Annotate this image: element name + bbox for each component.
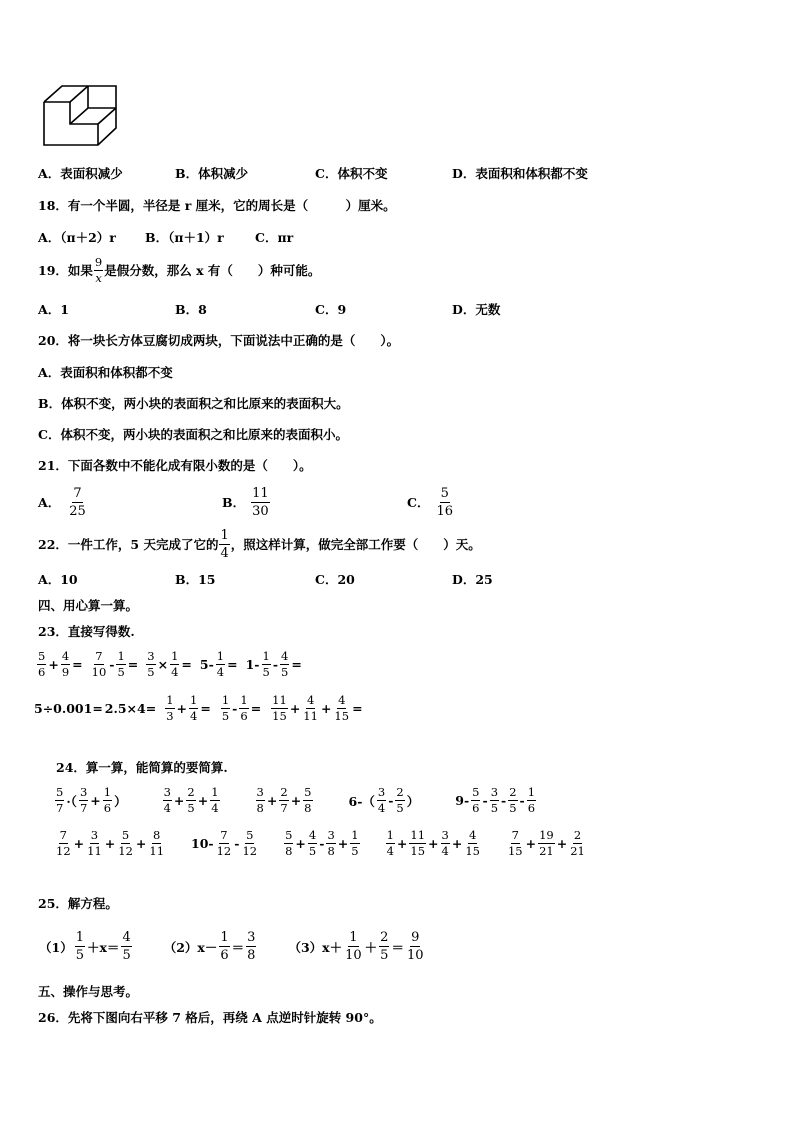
fraction: $\frac{1}{5}$: [262, 649, 270, 679]
fraction: $\frac{2}{5}$: [509, 785, 517, 815]
fraction: $\frac{5}{7}$: [56, 785, 64, 815]
q25-equations: [38, 930, 426, 963]
operator: -: [519, 793, 525, 808]
fraction: $\frac{2}{5}$: [380, 930, 389, 963]
operator: =: [72, 657, 83, 672]
expression: [220, 694, 262, 723]
q20-option-c[interactable]: C．体积不变，两小块的表面积之和比原来的表面积小。: [38, 427, 348, 442]
q19-option-b[interactable]: B．8: [175, 302, 207, 317]
operator: =: [200, 701, 211, 716]
q18-option-c[interactable]: C．πr: [255, 230, 294, 245]
expression: [190, 829, 259, 858]
fraction: $\frac{5}{12}$: [242, 828, 258, 858]
fraction: $\frac{3}{4}$: [163, 785, 171, 815]
operator: +: [90, 793, 101, 808]
fraction: $\frac{8}{11}$: [149, 828, 165, 858]
operator: -: [388, 793, 394, 808]
expression: [245, 650, 303, 679]
q22-option-c[interactable]: C．20: [315, 572, 355, 587]
operator: +: [266, 793, 278, 808]
fraction: $\frac{1}{4}$: [386, 828, 394, 858]
q18-option-b[interactable]: B．（π＋1）r: [145, 230, 224, 245]
operator: （2）x－: [163, 939, 218, 955]
q21-stem: 21．下面各数中不能化成有限小数的是（ ）。: [38, 458, 312, 473]
q22-option-b[interactable]: B．15: [175, 572, 216, 587]
expression: [199, 650, 239, 679]
fraction: $\frac{19}{21}$: [539, 828, 554, 858]
section-5-heading: 五、操作与思考。: [38, 984, 139, 999]
operator: =: [352, 701, 363, 716]
q19-fraction: $\frac{9}{x}$: [94, 255, 103, 285]
expression: [255, 786, 314, 815]
fraction: $\frac{7}{12}$: [216, 828, 232, 858]
operator: =: [227, 657, 238, 672]
q23-stem: 23．直接写得数.: [38, 624, 135, 639]
expression: [454, 786, 537, 815]
operator: +: [295, 836, 306, 851]
q23-row2: [34, 694, 364, 723]
expression: [54, 786, 128, 815]
fraction: $\frac{1}{5}$: [75, 930, 84, 963]
cube-notch-figure: [40, 82, 120, 150]
fraction: $\frac{4}{5}$: [308, 828, 317, 858]
fraction: $\frac{1}{4}$: [211, 785, 219, 815]
operator: ＝: [231, 939, 245, 955]
operator: =: [127, 657, 139, 672]
operator: -: [234, 836, 240, 851]
operator: ＋x＝: [86, 939, 120, 955]
q20-stem: 20．将一块长方体豆腐切成两块，下面说法中正确的是（ ）。: [38, 333, 400, 348]
fraction: $\frac{7}{15}$: [507, 828, 523, 858]
q20-option-b[interactable]: B．体积不变，两小块的表面积之和比原来的表面积大。: [38, 396, 349, 411]
operator: （1）: [39, 939, 73, 955]
expression: [385, 829, 482, 858]
fraction: $\frac{2}{5}$: [187, 785, 195, 815]
operator: -: [501, 793, 507, 808]
expression: [145, 650, 193, 679]
fraction: $\frac{3}{5}$: [147, 649, 155, 679]
q19-option-a[interactable]: A．1: [38, 302, 69, 317]
operator: -: [272, 657, 279, 672]
fraction: $\frac{1}{4}$: [190, 693, 198, 723]
fraction: $\frac{3}{5}$: [490, 785, 499, 815]
operator: 9-: [455, 793, 470, 808]
expression: [54, 829, 166, 858]
expression: [164, 694, 212, 723]
fraction: $\frac{4}{5}$: [122, 930, 131, 963]
expression: [287, 930, 425, 963]
q19-prefix: 19．如果: [38, 262, 93, 278]
expression: [283, 829, 360, 858]
fraction: $\frac{1}{4}$: [216, 649, 225, 679]
fraction: $\frac{4}{11}$: [303, 693, 318, 723]
fraction: $\frac{1}{6}$: [103, 785, 112, 815]
fraction: $\frac{3}{4}$: [441, 828, 449, 858]
expression: [506, 829, 587, 858]
fraction: $\frac{5}{8}$: [285, 828, 293, 858]
fraction: $\frac{3}{11}$: [87, 828, 102, 858]
q21-option-a[interactable]: A． $\frac{7}{25}$: [38, 486, 86, 519]
operator: +: [104, 836, 116, 851]
operator: （3）x＋: [288, 939, 343, 955]
operator: +: [337, 836, 349, 851]
fraction: $\frac{3}{8}$: [247, 930, 256, 963]
q23-expr-div: 5÷0.001=: [34, 700, 103, 716]
operator: 10-: [191, 836, 214, 851]
operator: +: [556, 836, 568, 851]
operator: -: [109, 657, 115, 672]
fraction: $\frac{4}{9}$: [61, 649, 70, 679]
q23-expr-mul: 2.5×4=: [104, 700, 157, 716]
q17-option-c[interactable]: C．体积不变: [315, 166, 388, 181]
operator: +: [176, 701, 188, 716]
q25-stem: 25．解方程。: [38, 896, 118, 911]
operator: 5-: [199, 657, 214, 672]
operator: ＝: [391, 939, 404, 955]
fraction: $\frac{5}{12}$: [118, 828, 133, 858]
fraction: $\frac{5}{6}$: [38, 649, 46, 679]
fraction: $\frac{11}{15}$: [272, 693, 287, 723]
fraction: $\frac{1}{3}$: [166, 693, 174, 723]
operator: +: [451, 836, 463, 851]
operator: =: [291, 657, 302, 672]
operator: 6-（: [348, 793, 375, 809]
operator: ）: [114, 793, 127, 809]
q18-stem: 18．有一个半圆，半径是 r 厘米，它的周长是（ ）厘米。: [38, 198, 396, 213]
operator: +: [73, 836, 85, 851]
q17-option-a[interactable]: A．表面积减少: [38, 166, 123, 181]
operator: +: [48, 657, 59, 672]
fraction: $\frac{1}{10}$: [345, 930, 362, 963]
fraction: $\frac{5}{8}$: [304, 785, 312, 815]
fraction: $\frac{3}{4}$: [377, 785, 386, 815]
section-4-heading: 四、用心算一算。: [38, 598, 139, 613]
operator: +: [289, 701, 301, 716]
operator: -: [232, 701, 238, 716]
fraction: $\frac{5}{6}$: [472, 785, 480, 815]
operator: +: [396, 836, 408, 851]
fraction: $\frac{1}{6}$: [240, 693, 248, 723]
fraction: $\frac{1}{4}$: [171, 649, 179, 679]
fraction: $\frac{1}{5}$: [221, 693, 230, 723]
fraction: $\frac{3}{8}$: [256, 785, 264, 815]
fraction: $\frac{3}{8}$: [327, 828, 335, 858]
q19-suffix: 是假分数，那么 x 有（ ）种可能。: [104, 262, 321, 278]
operator: +: [173, 793, 185, 808]
fraction: $\frac{1}{6}$: [220, 930, 229, 963]
operator: -: [319, 836, 325, 851]
expression: [162, 786, 221, 815]
q21-option-c[interactable]: C． $\frac{5}{16}$: [407, 486, 453, 519]
q19-stem: [38, 256, 320, 285]
operator: =: [181, 657, 192, 672]
operator: 1-: [245, 657, 260, 672]
fraction: $\frac{7}{12}$: [56, 828, 71, 858]
fraction: $\frac{11}{15}$: [410, 828, 426, 858]
expression: [348, 786, 421, 815]
q22-stem: 22．一件工作，5 天完成了它的 $\frac{1}{4}$ ，照这样计算，做完全部工作要（ ）天。: [38, 528, 481, 561]
q26-stem: 26．先将下图向右平移 7 格后，再绕 A 点逆时针旋转 90°。: [38, 1010, 382, 1025]
operator: +: [135, 836, 147, 851]
operator: ＋: [364, 939, 378, 955]
fraction: $\frac{1}{5}$: [351, 828, 359, 858]
q24-stem: 24．算一算，能简算的要简算.: [56, 760, 228, 775]
operator: +: [428, 836, 439, 851]
q17-option-d[interactable]: D．表面积和体积都不变: [452, 166, 588, 181]
fraction: $\frac{1}{6}$: [527, 785, 536, 815]
operator: +: [290, 793, 302, 808]
q17-option-b[interactable]: B．体积减少: [175, 166, 249, 181]
fraction: $\frac{2}{7}$: [280, 785, 288, 815]
q24-row1: [54, 786, 537, 815]
fraction: $\frac{1}{5}$: [117, 649, 125, 679]
expression: [90, 650, 140, 679]
operator: ·（: [66, 793, 77, 809]
operator: ×: [157, 657, 169, 672]
fraction: $\frac{7}{10}$: [91, 649, 107, 679]
q22-option-d[interactable]: D．25: [452, 572, 493, 587]
q23-row1: [36, 650, 303, 679]
operator: ）: [406, 793, 420, 809]
q22-option-a[interactable]: A．10: [38, 572, 78, 587]
fraction: $\frac{4}{15}$: [465, 828, 480, 858]
fraction: $\frac{2}{5}$: [396, 785, 404, 815]
expression: [36, 650, 84, 679]
expression: [270, 694, 363, 723]
q20-option-a[interactable]: A．表面积和体积都不变: [38, 365, 173, 380]
operator: -: [482, 793, 488, 808]
q21-option-b[interactable]: B． $\frac{11}{30}$: [222, 486, 269, 519]
fraction: $\frac{3}{7}$: [79, 785, 88, 815]
fraction: $\frac{4}{15}$: [334, 693, 350, 723]
fraction: $\frac{9}{10}$: [406, 930, 424, 963]
fraction: $\frac{4}{5}$: [281, 649, 289, 679]
q18-option-a[interactable]: A．（π＋2）r: [38, 230, 116, 245]
operator: +: [320, 701, 332, 716]
q19-option-c[interactable]: C．9: [315, 302, 347, 317]
operator: +: [197, 793, 209, 808]
operator: +: [525, 836, 537, 851]
expression: [38, 930, 133, 963]
q19-option-d[interactable]: D．无数: [452, 302, 501, 317]
fraction: $\frac{2}{21}$: [570, 828, 585, 858]
operator: =: [250, 701, 262, 716]
q24-row2: [54, 829, 587, 858]
expression: [163, 930, 258, 963]
